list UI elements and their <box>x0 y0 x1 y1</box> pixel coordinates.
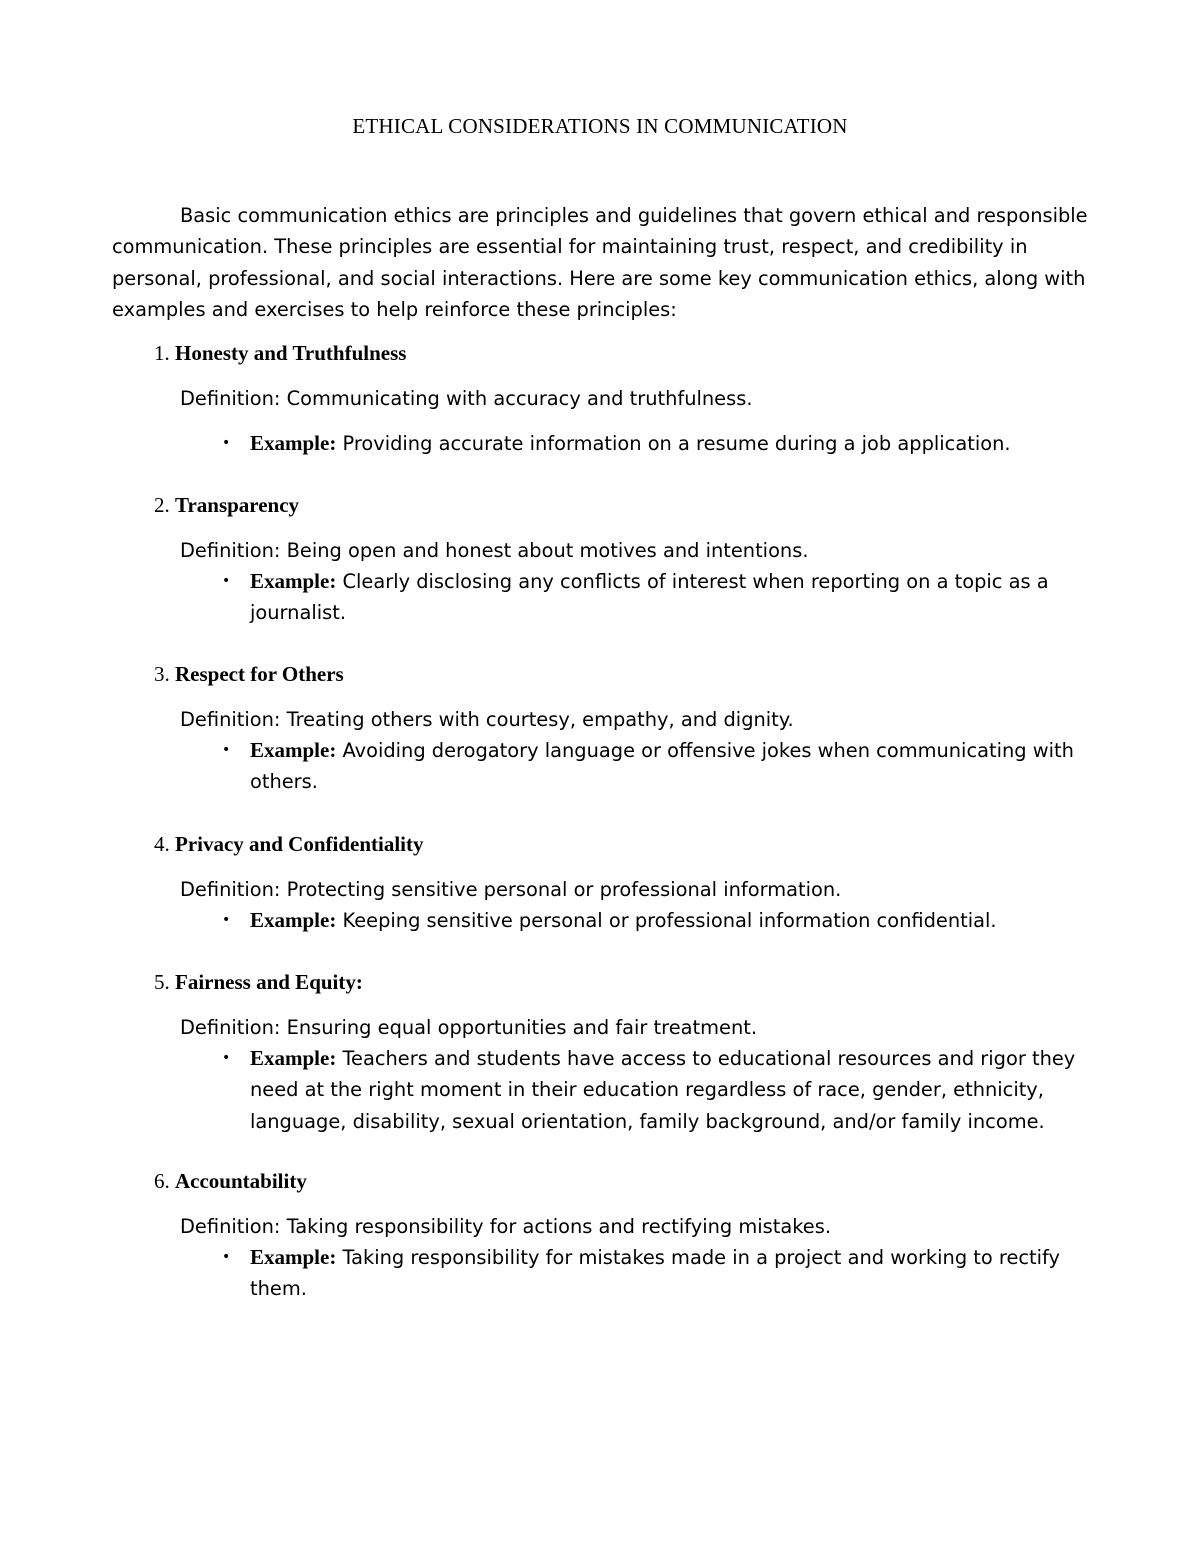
example-text: Taking responsibility for mistakes made in a project and working to rectify them. <box>250 1246 1061 1301</box>
example-body <box>250 566 1082 629</box>
section-number: 5. <box>154 970 170 994</box>
section-title: Fairness and Equity: <box>175 970 363 994</box>
section-definition: Definition: Ensuring equal opportunities and fair treatment. <box>180 1016 757 1039</box>
bullet-icon: • <box>222 1050 231 1066</box>
example-body <box>250 1242 1082 1305</box>
bullet-icon: • <box>222 742 231 758</box>
section-heading <box>154 339 406 367</box>
section-title: Respect for Others <box>175 662 344 686</box>
section-heading <box>154 491 299 519</box>
bullet-icon: • <box>222 912 231 928</box>
section-number: 2. <box>154 493 170 517</box>
bullet-icon: • <box>222 573 231 589</box>
section-heading <box>154 660 344 688</box>
example-text: Avoiding derogatory language or offensive jokes when communicating with others. <box>250 739 1074 794</box>
example-label: Example: <box>250 569 337 593</box>
example-body <box>250 1043 1082 1137</box>
document-title: ETHICAL CONSIDERATIONS IN COMMUNICATION <box>352 114 848 138</box>
section-example <box>222 1043 1082 1137</box>
section-definition: Definition: Treating others with courtesy, empathy, and dignity. <box>180 708 794 731</box>
section-number: 3. <box>154 662 170 686</box>
example-body <box>250 428 1082 459</box>
section-title: Accountability <box>175 1169 307 1193</box>
section-example <box>222 1242 1082 1305</box>
section-number: 4. <box>154 832 170 856</box>
section-definition: Definition: Communicating with accuracy and truthfulness. <box>180 387 753 410</box>
example-text: Clearly disclosing any conflicts of interest when reporting on a topic as a journalist. <box>250 570 1049 625</box>
section-definition: Definition: Taking responsibility for actions and rectifying mistakes. <box>180 1215 831 1238</box>
example-text: Keeping sensitive personal or professional information confidential. <box>336 909 997 932</box>
example-label: Example: <box>250 1046 337 1070</box>
section-number: 1. <box>154 341 170 365</box>
example-label: Example: <box>250 1245 337 1269</box>
section-heading <box>154 1167 307 1195</box>
example-body <box>250 735 1082 798</box>
section-title: Privacy and Confidentiality <box>175 832 424 856</box>
section-example <box>222 428 1082 459</box>
section-definition: Definition: Protecting sensitive personal or professional information. <box>180 878 842 901</box>
example-text: Teachers and students have access to educational resources and rigor they need at the right moment in their education regardless of race, gender, ethnicity, language, disability, sexual orientation, family background, and/or family income. <box>250 1047 1076 1133</box>
section-heading <box>154 968 363 996</box>
section-title: Honesty and Truthfulness <box>175 341 407 365</box>
section-example <box>222 735 1082 798</box>
bullet-icon: • <box>222 435 231 451</box>
example-label: Example: <box>250 431 337 455</box>
section-number: 6. <box>154 1169 170 1193</box>
intro-paragraph <box>112 200 1097 325</box>
bullet-icon: • <box>222 1249 231 1265</box>
section-title: Transparency <box>175 493 300 517</box>
intro-text: Basic communication ethics are principles and guidelines that govern ethical and responsible communication. These principles are essential for maintaining trust, respect, and credibility in personal, professional, and social interactions. Here are some key communication ethics, along with examples and exercises to help reinforce these principles: <box>112 204 1088 321</box>
example-label: Example: <box>250 908 337 932</box>
section-definition: Definition: Being open and honest about motives and intentions. <box>180 539 809 562</box>
example-label: Example: <box>250 738 337 762</box>
section-example <box>222 566 1082 629</box>
example-body <box>250 905 1082 936</box>
section-example <box>222 905 1082 936</box>
example-text: Providing accurate information on a resume during a job application. <box>336 432 1011 455</box>
section-heading <box>154 830 424 858</box>
